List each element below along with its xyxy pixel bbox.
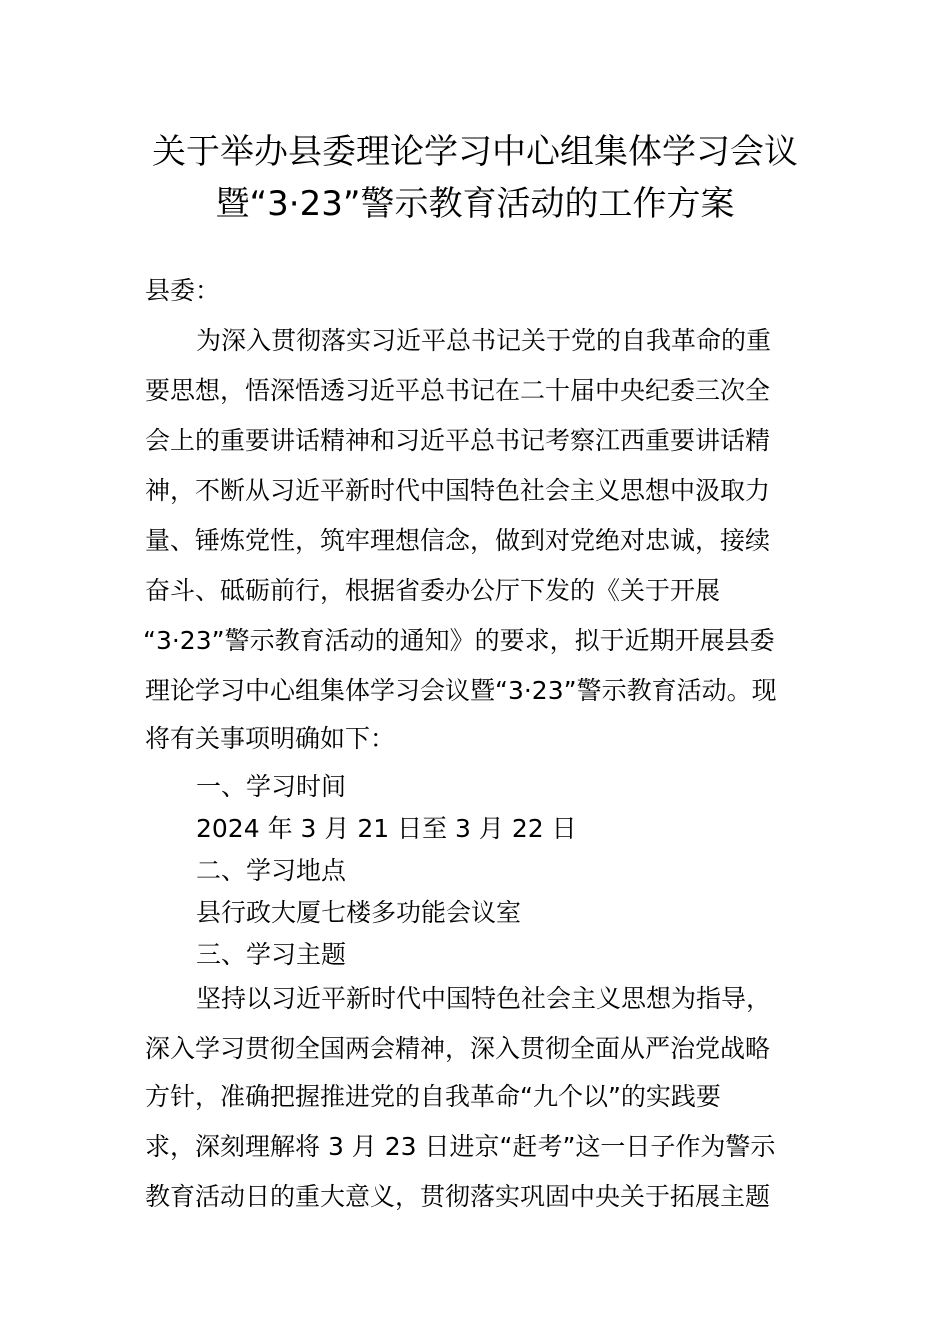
section-3-paragraph-line: 坚持以习近平新时代中国特色社会主义思想为指导， <box>196 984 772 1013</box>
intro-paragraph-line: 理论学习中心组集体学习会议暨“3·23”警示教育活动。现 <box>145 676 777 705</box>
document-title-line-2: 暨“3·23”警示教育活动的工作方案 <box>215 184 735 224</box>
section-2-content: 县行政大厦七楼多功能会议室 <box>196 898 522 927</box>
intro-paragraph-line: 量、锤炼党性，筑牢理想信念，做到对党绝对忠诚，接续 <box>145 526 771 555</box>
section-1-content: 2024 年 3 月 21 日至 3 月 22 日 <box>196 814 577 843</box>
section-3-paragraph-line: 求，深刻理解将 3 月 23 日进京“赶考”这一日子作为警示 <box>145 1132 776 1161</box>
section-3-paragraph-line: 方针，准确把握推进党的自我革命“九个以”的实践要 <box>145 1082 721 1111</box>
intro-paragraph-line: 奋斗、砥砺前行，根据省委办公厅下发的《关于开展 <box>145 576 721 605</box>
section-2-heading: 二、学习地点 <box>196 856 347 885</box>
intro-paragraph-line: 神，不断从习近平新时代中国特色社会主义思想中汲取力 <box>145 476 771 505</box>
intro-paragraph-line: “3·23”警示教育活动的通知》的要求，拟于近期开展县委 <box>143 626 775 655</box>
section-1-heading: 一、学习时间 <box>196 772 347 801</box>
intro-paragraph-line: 要思想，悟深悟透习近平总书记在二十届中央纪委三次全 <box>145 376 771 405</box>
section-3-heading: 三、学习主题 <box>196 940 347 969</box>
salutation: 县委： <box>145 276 221 305</box>
intro-paragraph-line: 为深入贯彻落实习近平总书记关于党的自我革命的重 <box>196 326 772 355</box>
section-3-paragraph-line: 教育活动日的重大意义，贯彻落实巩固中央关于拓展主题 <box>145 1182 771 1211</box>
intro-paragraph-line: 会上的重要讲话精神和习近平总书记考察江西重要讲话精 <box>145 426 771 455</box>
document-title-line-1: 关于举办县委理论学习中心组集体学习会议 <box>152 132 798 172</box>
intro-paragraph-line: 将有关事项明确如下： <box>145 724 396 753</box>
section-3-paragraph-line: 深入学习贯彻全国两会精神，深入贯彻全面从严治党战略 <box>145 1034 771 1063</box>
